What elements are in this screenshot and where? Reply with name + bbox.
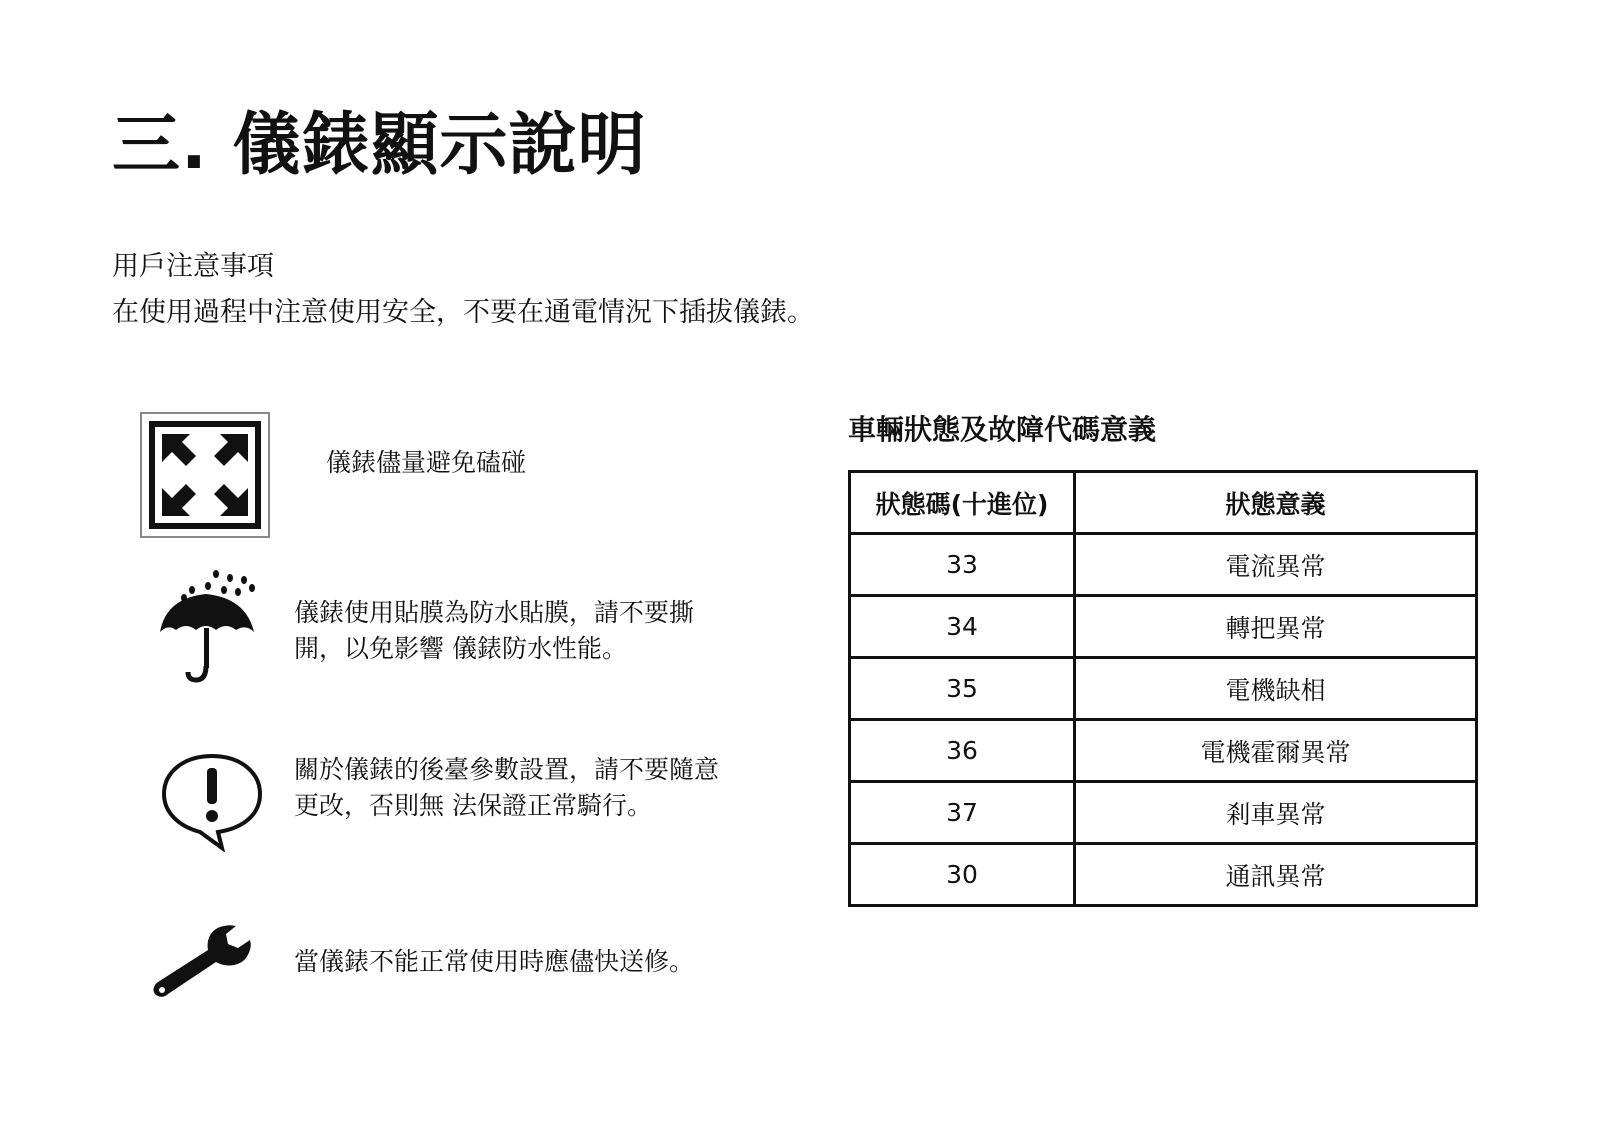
user-notice [112,244,814,336]
status-meaning-cell: 通訊異常 [1075,844,1477,906]
tip-repair-text: 當儀錶不能正常使用時應儘快送修。 [294,947,695,976]
tip-waterproof-line2: 開，以免影響 儀錶防水性能。 [294,634,627,663]
status-meaning-cell: 電機缺相 [1075,658,1477,720]
column-header-code: 狀態碼(十進位) [850,472,1075,534]
page-title: 三. 儀錶顯示說明 [112,106,647,185]
tip-waterproof-line1: 儀錶使用貼膜為防水貼膜，請不要撕 [294,598,695,627]
status-meaning-cell: 電機霍爾異常 [1075,720,1477,782]
status-code-cell: 30 [850,844,1075,906]
status-meaning-cell: 剎車異常 [1075,782,1477,844]
fault-code-table [848,470,1478,907]
tip-waterproof-text [294,595,694,667]
notice-heading: 用戶注意事項 [112,251,274,282]
tip-fragile-text: 儀錶儘量避免磕碰 [326,448,527,477]
status-meaning-cell: 電流異常 [1075,534,1477,596]
tip-settings-line2: 更改，否則無 法保證正常騎行。 [294,791,652,820]
status-meaning-cell: 轉把異常 [1075,596,1477,658]
tip-settings-text [294,752,719,824]
status-code-cell: 36 [850,720,1075,782]
notice-text: 在使用過程中注意使用安全，不要在通電情況下插拔儀錶。 [112,297,814,328]
column-header-meaning: 狀態意義 [1075,472,1477,534]
table-row [850,534,1477,596]
table-row [850,596,1477,658]
table-row [850,844,1477,906]
table-row [850,658,1477,720]
status-code-cell: 35 [850,658,1075,720]
status-code-cell: 37 [850,782,1075,844]
table-row [850,782,1477,844]
umbrella-rain-icon [156,568,268,690]
status-code-cell: 34 [850,596,1075,658]
status-code-cell: 33 [850,534,1075,596]
tip-settings-line1: 關於儀錶的後臺參數設置，請不要隨意 [294,755,720,784]
fragile-arrows-icon [140,412,270,542]
wrench-icon [150,922,260,1004]
table-row [850,720,1477,782]
table-header-row [850,472,1477,534]
fault-table-title: 車輛狀態及故障代碼意義 [848,413,1157,446]
warning-bubble-icon [160,752,264,856]
